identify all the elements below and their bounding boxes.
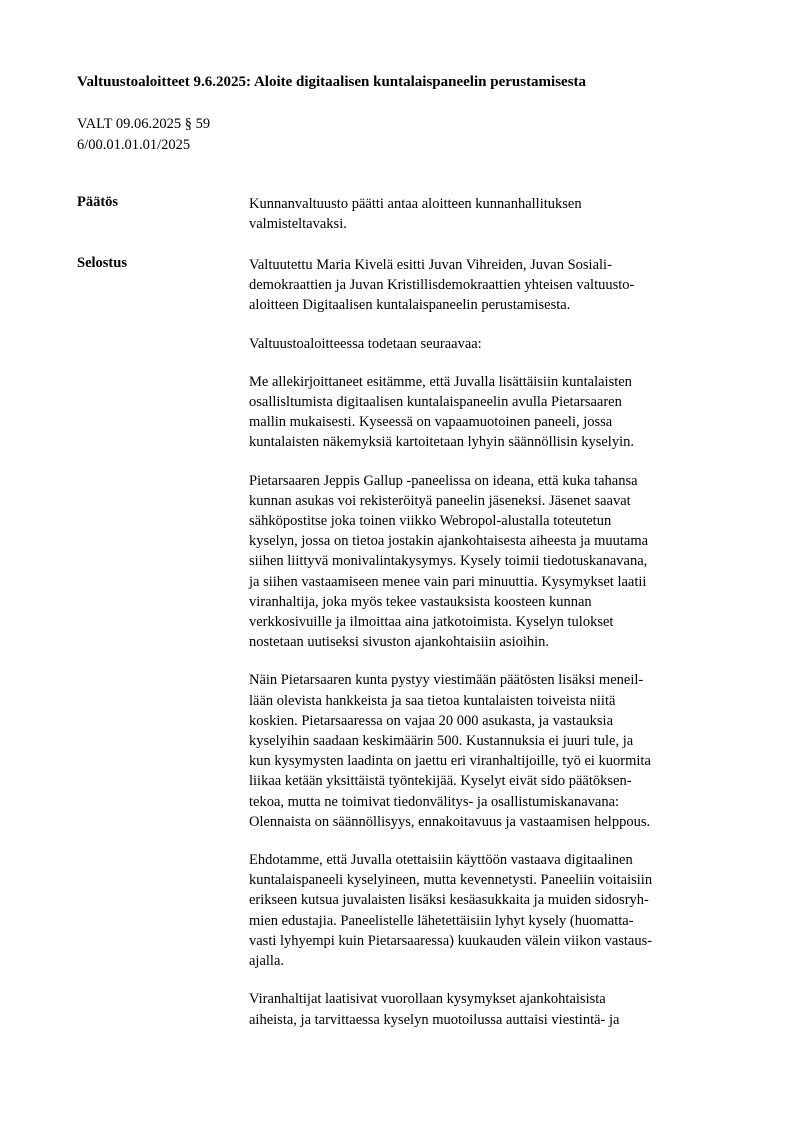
- text-line: kuntalaispaneeli kyselyineen, mutta kevennetysti. Paneeliin voitaisiin: [249, 872, 653, 889]
- text-line: kuntalaisten näkemyksiä kartoitetaan lyhyin säännöllisin kyselyin.: [249, 434, 634, 451]
- file-code: 6/00.01.01.01/2025: [77, 137, 191, 153]
- text-line: Me allekirjoittaneet esitämme, että Juvalla lisättäisiin kuntalaisten: [249, 373, 632, 390]
- text-line: Olennaista on säännöllisyys, ennakoitavuus ja vastaamisen helppous.: [249, 813, 651, 830]
- text-line: nostetaan uutiseksi sivuston ajankohtaisiin asioihin.: [249, 634, 550, 651]
- document-meta: [77, 114, 210, 156]
- text-line: ajalla.: [249, 953, 285, 970]
- text-line: Kunnanvaltuusto päätti antaa aloitteen kunnanhallituksen: [249, 196, 582, 212]
- paragraph: [249, 850, 739, 971]
- paragraph: [249, 471, 739, 653]
- decision-label: Päätös: [77, 194, 119, 210]
- text-line: verkkosivuille ja ilmoittaa aina jatkotoimista. Kyselyn tulokset: [249, 614, 614, 631]
- paragraph: [249, 670, 739, 832]
- text-line: Valtuutettu Maria Kivelä esitti Juvan Vihreiden, Juvan Sosiali-: [249, 257, 612, 273]
- text-line: kyselyn, jossa on tietoa jostakin ajankohtaisesta aiheesta ja muutama: [249, 533, 649, 550]
- text-line: Viranhaltijat laatisivat vuorollaan kysymykset ajankohtaisista: [249, 991, 606, 1008]
- description-label: Selostus: [77, 255, 127, 271]
- paragraph: [249, 989, 739, 1029]
- text-line: viranhaltija, joka myös tekee vastauksista koosteen kunnan: [249, 593, 592, 610]
- paragraph: [249, 334, 739, 354]
- text-line: Pietarsaaren Jeppis Gallup -paneelissa on ideana, että kuka tahansa: [249, 472, 638, 489]
- paragraph: [249, 372, 739, 453]
- document-title: Valtuustoaloitteet 9.6.2025: Aloite digitaalisen kuntalaispaneelin perustamisesta: [77, 74, 587, 90]
- text-line: kyselyihin saadaan keskimäärin 500. Kustannuksia ei juuri tule, ja: [249, 733, 634, 750]
- text-line: vasti lyhyempi kuin Pietarsaaressa) kuukauden välein viikon vastaus-: [249, 932, 653, 949]
- text-line: kunnan asukas voi rekisteröityä paneelin jäseneksi. Jäsenet saavat: [249, 492, 631, 509]
- decision-body: [249, 194, 739, 252]
- text-line: mien edustajia. Paneelistelle lähetettäisiin lyhyt kysely (huomatta-: [249, 912, 634, 929]
- description-body: [249, 255, 739, 1048]
- text-line: siihen liittyvä monivalintakysymys. Kysely toimii tiedotuskanavana,: [249, 553, 648, 570]
- text-line: Valtuustoaloitteessa todetaan seuraavaa:: [249, 335, 482, 352]
- paragraph: [249, 255, 739, 316]
- text-line: valmisteltavaksi.: [249, 216, 347, 233]
- text-line: aiheista, ja tarvittaessa kyselyn muotoilussa auttaisi viestintä- ja: [249, 1011, 620, 1028]
- text-line: koskien. Pietarsaaressa on vajaa 20 000 asukasta, ja vastauksia: [249, 712, 614, 729]
- text-line: aloitteen Digitaalisen kuntalaispaneelin perustamisesta.: [249, 297, 571, 314]
- text-line: liikaa ketään yksittäistä työntekijää. Kyselyt eivät sido päätöksen-: [249, 773, 632, 790]
- decision-text: [249, 194, 739, 234]
- text-line: demokraattien ja Juvan Kristillisdemokraattien yhteisen valtuusto-: [249, 277, 635, 294]
- text-line: kun kysymysten laadinta on jaettu eri viranhaltijoille, työ ei kuormita: [249, 753, 651, 770]
- text-line: Näin Pietarsaaren kunta pystyy viestimään päätösten lisäksi meneil-: [249, 672, 644, 689]
- meeting-reference: VALT 09.06.2025 § 59: [77, 116, 211, 132]
- text-line: ja siihen vastaamiseen menee vain pari minuuttia. Kysymykset laatii: [249, 573, 647, 590]
- text-line: erikseen kutsua juvalaisten lisäksi kesäasukkaita ja muiden sidosryh-: [249, 892, 649, 909]
- text-line: mallin mukaisesti. Kyseessä on vapaamuotoinen paneeli, jossa: [249, 414, 613, 431]
- text-line: osallisltumista digitaalisen kuntalaispaneelin avulla Pietarsaaren: [249, 394, 622, 411]
- text-line: lään olevista hankkeista ja saa tietoa kuntalaisten toiveista niitä: [249, 692, 616, 709]
- text-line: sähköpostitse joka toinen viikko Webropol-alustalla toteutetun: [249, 513, 612, 530]
- text-line: tekoa, mutta ne toimivat tiedonvälitys- ja osallistumiskanavana:: [249, 793, 620, 810]
- text-line: Ehdotamme, että Juvalla otettaisiin käyttöön vastaava digitaalinen: [249, 852, 633, 869]
